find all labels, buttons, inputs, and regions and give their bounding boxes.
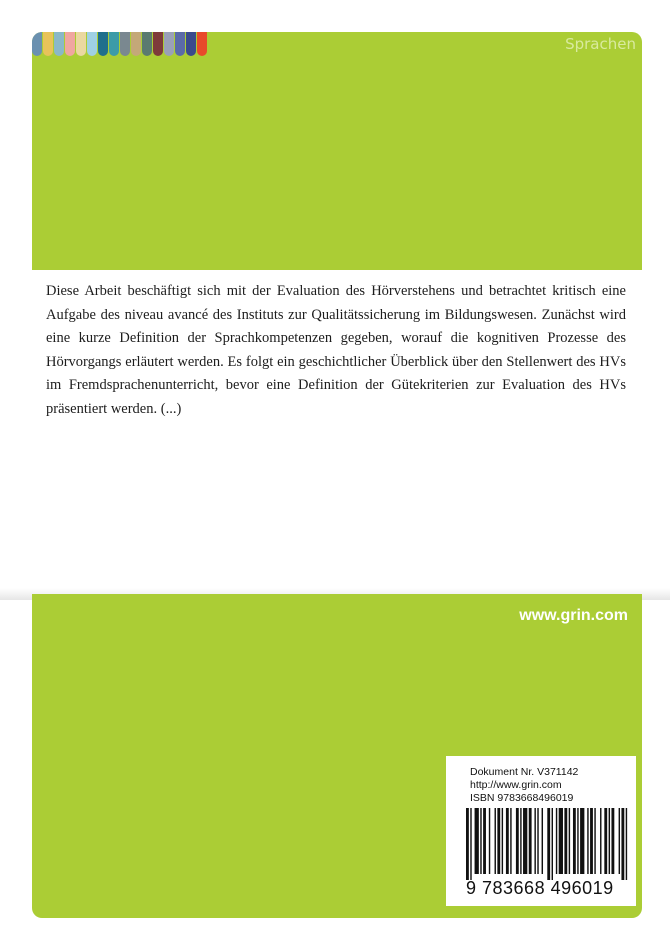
barcode-bar xyxy=(483,808,486,874)
barcode-bar xyxy=(611,808,614,874)
isbn-info-box xyxy=(446,756,636,906)
barcode-bar xyxy=(523,808,527,874)
barcode-bar xyxy=(556,808,557,874)
document-url[interactable]: http://www.grin.com xyxy=(470,779,562,791)
color-stripe xyxy=(109,32,119,56)
color-stripe xyxy=(54,32,64,56)
barcode-bar xyxy=(621,808,624,880)
barcode-bar xyxy=(466,808,469,880)
color-stripe xyxy=(98,32,108,56)
barcode-bar xyxy=(489,808,490,874)
barcode-bar xyxy=(569,808,570,874)
barcode-bar xyxy=(470,808,471,880)
barcode-bar xyxy=(480,808,481,874)
color-stripe xyxy=(164,32,174,56)
barcode-bar xyxy=(604,808,607,874)
cover-top-panel xyxy=(32,32,642,270)
barcode-bar xyxy=(502,808,503,874)
barcode-bar xyxy=(619,808,620,874)
color-stripe xyxy=(65,32,75,56)
color-stripe xyxy=(76,32,86,56)
barcode-bar xyxy=(542,808,543,874)
barcode-bar xyxy=(506,808,509,874)
barcode-bar xyxy=(529,808,532,874)
barcode-bar xyxy=(590,808,593,874)
barcode-icon xyxy=(466,808,630,880)
color-stripe xyxy=(32,32,42,56)
publisher-website[interactable]: www.grin.com xyxy=(519,607,628,624)
barcode-bar xyxy=(594,808,595,874)
barcode-bar xyxy=(609,808,610,874)
barcode-bar xyxy=(580,808,584,874)
barcode-bar xyxy=(552,808,553,880)
barcode-bar xyxy=(600,808,601,874)
isbn-number: ISBN 9783668496019 xyxy=(470,792,574,804)
document-number: Dokument Nr. V371142 xyxy=(470,766,579,778)
color-stripe xyxy=(142,32,152,56)
color-stripe xyxy=(197,32,207,56)
color-stripe xyxy=(131,32,141,56)
barcode-bar xyxy=(626,808,627,880)
color-stripes xyxy=(32,32,208,56)
book-description: Diese Arbeit beschäftigt sich mit der Evaluation des Hörverstehens und betrachtet kritisch eine Aufgabe des niveau avancé des Instituts zur Qualitätssicherung im Bildungswesen. Zunächst wird eine kurze Definition der Sprachkompetenzen gegeben, worauf die kognitiven Prozesse des Hörvorgangs erläutert werden. Es folgt ein geschichtlicher Überblick über den Stellenwert des HVs im Fremdsprachenunterricht, bevor eine Definition der Gütekriterien zur Evaluation des HVs präsentiert werden. (...) xyxy=(46,283,626,417)
barcode-bar xyxy=(573,808,576,874)
barcode-bar xyxy=(495,808,496,874)
barcode-bar xyxy=(520,808,521,874)
barcode-bar xyxy=(475,808,479,874)
color-stripe xyxy=(186,32,196,56)
barcode-bar xyxy=(577,808,578,874)
color-stripe xyxy=(87,32,97,56)
barcode-bar xyxy=(534,808,535,874)
barcode-bar xyxy=(547,808,550,880)
color-stripe xyxy=(43,32,53,56)
color-stripe xyxy=(120,32,130,56)
barcode-bar xyxy=(564,808,567,874)
barcode-bar xyxy=(587,808,588,874)
barcode-number: 9 783668 496019 xyxy=(466,878,614,898)
cover-bottom-panel xyxy=(32,594,642,918)
barcode-bar xyxy=(510,808,511,874)
color-stripe xyxy=(175,32,185,56)
barcode-bar xyxy=(537,808,538,874)
barcode-bar xyxy=(516,808,519,874)
barcode-bar xyxy=(497,808,500,874)
color-stripe xyxy=(153,32,163,56)
barcode-bar xyxy=(559,808,563,874)
category-label: Sprachen xyxy=(565,35,636,53)
